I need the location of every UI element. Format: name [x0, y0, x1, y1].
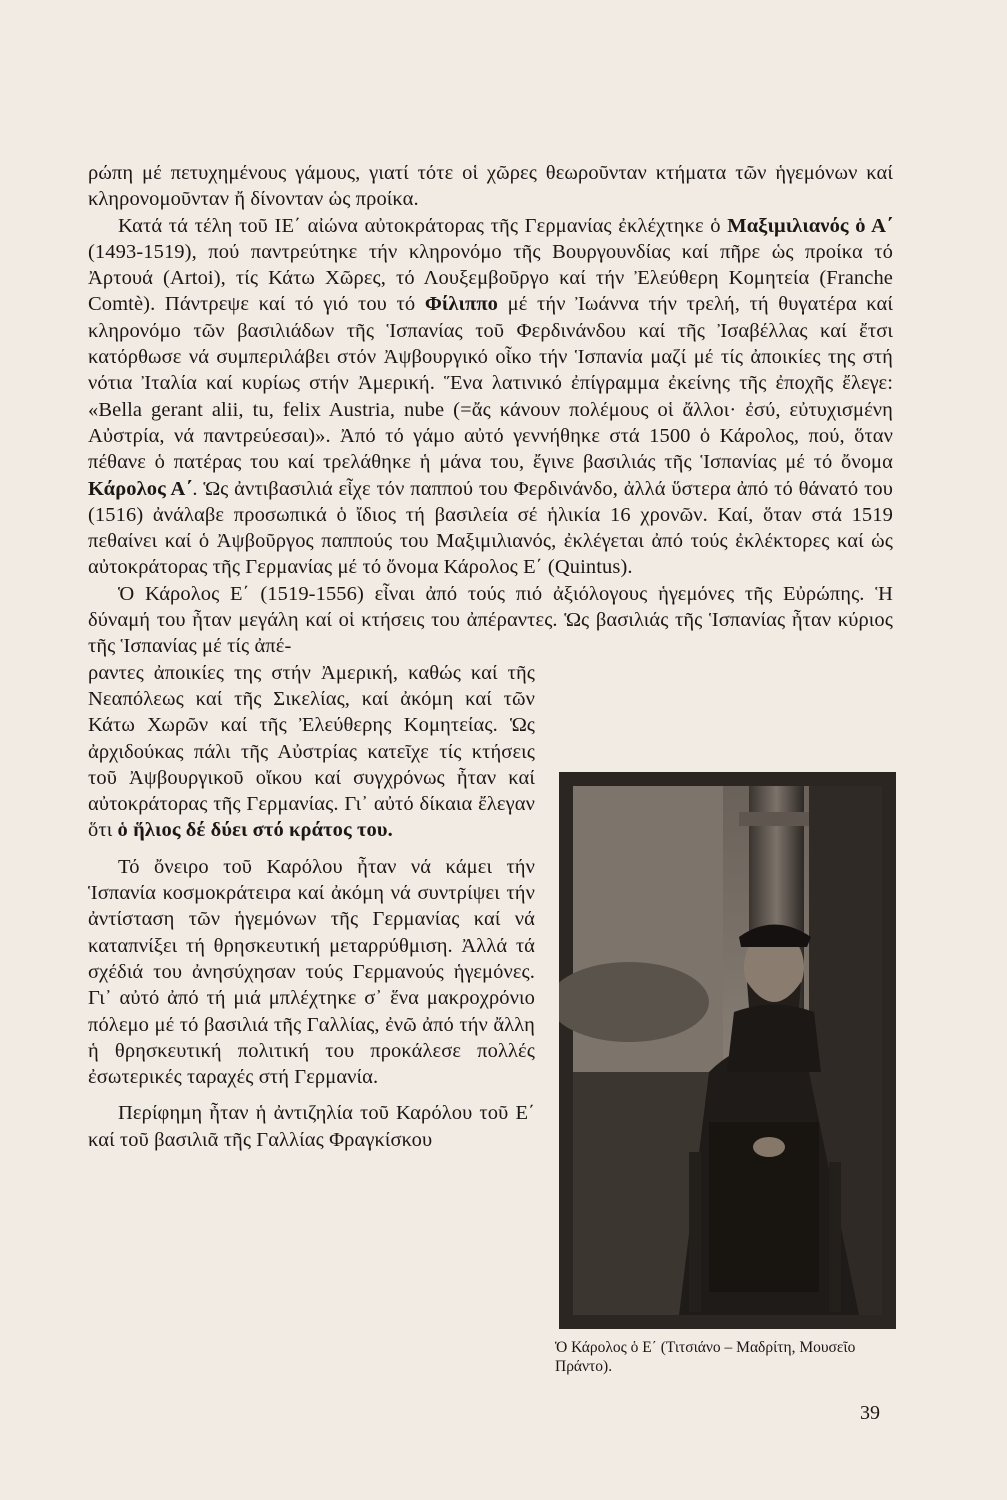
bold-term: ὁ ἥλιος δέ δύει στό κράτος του.	[117, 819, 393, 842]
portrait-image	[559, 772, 896, 1329]
paragraph	[88, 160, 893, 213]
paragraph	[88, 581, 893, 660]
figure-caption: Ὁ Κάρολος ὁ Ε΄ (Τιτσιάνο – Μαδρίτη, Μουσεῖο Πράντο).	[555, 1339, 856, 1375]
bold-term: Φίλιππο	[424, 293, 499, 316]
page-number: 39	[860, 1402, 880, 1424]
text-run: Κατά τά τέλη τοῦ ΙΕ΄ αἰώνα αὐτοκράτορας τῆς Γερμανίας ἐκλέχτηκε ὁ	[118, 214, 728, 237]
text-run: Τό ὄνειρο τοῦ Καρόλου ἦταν νά κάμει τήν Ἱσπανία κοσμοκράτειρα καί ἀκόμη νά συντρίψει τήν ἀντίσταση τῶν ἡγεμόνων τῆς Γερμανίας καί νά καταπνίξει τή θρησκευτική μεταρρύθμιση. Ἀλλά τά σχέδιά του ἀνησύχησαν τούς Γερμανούς ἡγεμόνες. Γι᾿ αὐτό ἀπό τή μιά μπλέχτηκε σ᾿ ἕνα μακροχρόνιο πόλεμο μέ τό βασιλιά τῆς Γαλλίας, ἐνῶ ἀπό τήν ἄλλη ἡ θρησκευτική πολιτική του προκάλεσε πολλές ἐσωτερικές ταραχές στή Γερμανία.	[88, 855, 535, 1089]
paragraph	[88, 660, 535, 844]
text-run: Ὁ Κάρολος Ε΄ (1519-1556) εἶναι ἀπό τούς πιό ἀξιόλογους ἡγεμόνες τῆς Εὐρώπης. Ἡ δύναμή του ἦταν μεγάλη καί οἱ κτήσεις του ἀπέραντες. Ὡς βασιλιάς τῆς Ἱσπανίας ἦταν κύριος τῆς Ἱσπανίας μέ τίς ἀπέ-	[88, 582, 893, 658]
text-run: μέ τήν Ἰωάννα τήν τρελή, τή θυγατέρα καί κληρονόμο τῶν βασιλιάδων τῆς Ἱσπανίας τοῦ Φερδινάνδου καί τῆς Ἰσαβέλλας καί ἔτσι κατόρθωσε νά συμπεριλάβει στόν Ἀψβουργικό οἶκο τήν Ἱσπανία μαζί μέ τίς ἀποικίες της στή νότια Ἰταλία καί κυρίως στήν Ἀμερική. Ἕνα λατινικό ἐπίγραμμα ἐκείνης τῆς ἐποχῆς ἔλεγε: «Bella gerant alii, tu, felix Austria, nube (=ἄς κάνουν πολέμους οἱ ἄλλοι· ἐσύ, εὐτυχισμένη Αὐστρία, νά παντρεύεσαι)». Ἀπό τό γάμο αὐτό γεννήθηκε στά 1500 ὁ Κάρολος, πού, ὅταν πέθανε ὁ πατέρας του καί τρελάθηκε ἡ μάνα του, ἔγινε βασιλιάς τῆς Ἱσπανίας μέ τό ὄνομα	[88, 293, 894, 474]
text-run: ραντες ἀποικίες της στήν Ἀμερική, καθώς καί τῆς Νεαπόλεως καί τῆς Σικελίας, καί ἀκόμη καί τῶν Κάτω Χωρῶν καί τῆς Ἐλεύθερης Κομητείας. Ὡς ἀρχιδούκας πάλι τῆς Αὐστρίας κατεῖχε τίς κτήσεις τοῦ Ἀψβουργικοῦ οἴκου καί συγχρόνως ἦταν καί αὐτοκράτορας τῆς Γερμανίας. Γι᾿ αὐτό δίκαια ἔλεγαν ὅτι	[88, 661, 535, 842]
text-run: . Ὡς ἀντιβασιλιά εἶχε τόν παππού του Φερδινάνδο, ἀλλά ὕστερα ἀπό τό θάνατό του (1516) ἀνάλαβε προσωπικά ὁ ἴδιος τή βασιλεία σέ ἡλικία 16 χρονῶν. Καί, ὅταν στά 1519 πεθαίνει καί ὁ Ἀψβοῦργος παππούς του Μαξιμιλιανός, ἐκλέγεται ἀπό τούς ἐκλέκτορες καί ὡς αὐτοκράτορας τῆς Γερμανίας μέ τό ὄνομα Κάρολος Ε΄ (Quintus).	[88, 477, 894, 579]
portrait-illustration	[559, 772, 896, 1329]
paragraph	[88, 854, 535, 1091]
bold-term: Κάρολος Α΄	[88, 477, 193, 500]
paragraph	[88, 1100, 535, 1153]
paragraph	[88, 213, 893, 581]
text-run: ρώπη μέ πετυχημένους γάμους, γιατί τότε οἱ χῶρες θεωροῦνταν κτήματα τῶν ἡγεμόνων καί κληρονομοῦνταν ἤ δίνονταν ὡς προίκα.	[88, 162, 893, 211]
bold-term: Μαξιμιλιανός ὁ Α΄	[727, 214, 893, 237]
text-run: (1493-1519), πού παντρεύτηκε τήν κληρονόμο τῆς Βουργουνδίας καί πῆρε ὡς προίκα τό Ἀρτουά (Artoi), τίς Κάτω Χῶρες, τό Λουξεμβοῦργο καί τήν Ἐλεύθερη Κομητεία (Franche Comtè). Πάντρεψε καί τό γιό του τό	[88, 240, 893, 316]
text-run: Περίφημη ἦταν ἡ ἀντιζηλία τοῦ Καρόλου τοῦ Ε΄ καί τοῦ βασιλιᾶ τῆς Γαλλίας Φραγκίσκου	[88, 1102, 535, 1151]
